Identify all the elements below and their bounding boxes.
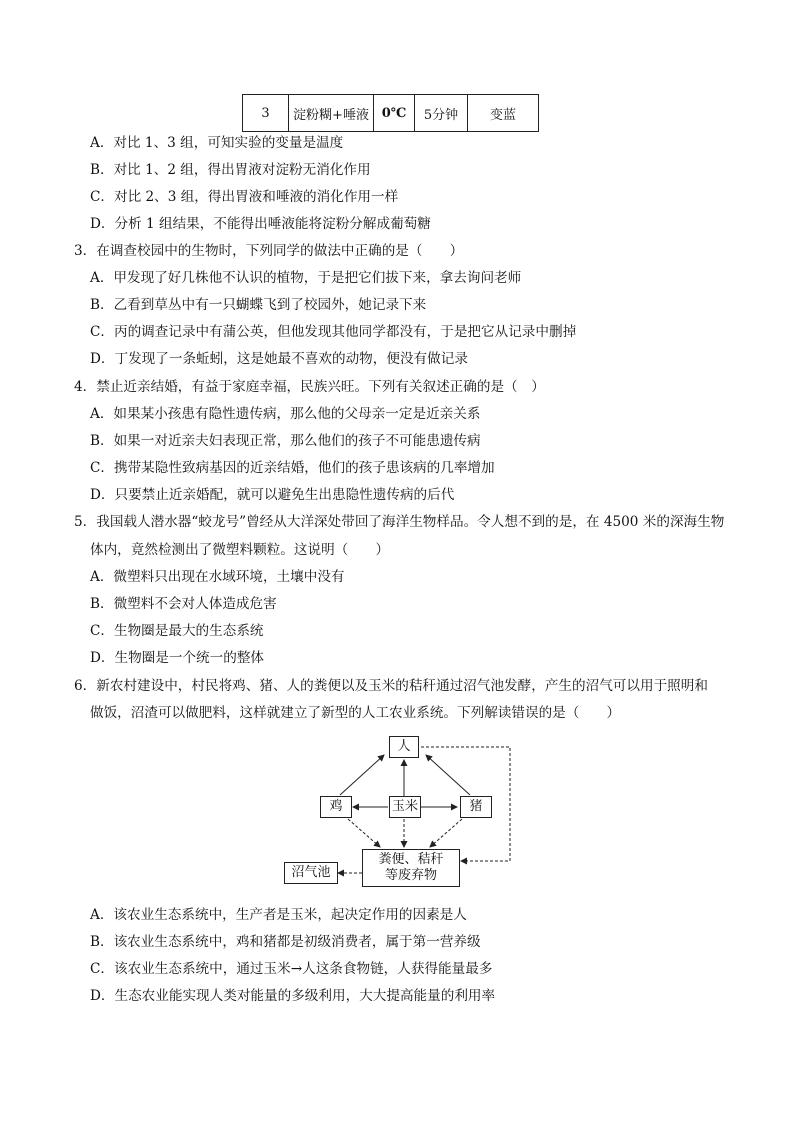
arrow-pig-to-human: [426, 755, 470, 795]
q3-option-b: B．乙看到草丛中有一只蝴蝶飞到了校园外，她记录下来: [90, 297, 427, 313]
q4-stem: 4．禁止近亲结婚，有益于家庭幸福，民族兴旺。下列有关叙述正确的是（ ）: [74, 379, 545, 395]
q3-option-a: A．甲发现了好几株他不认识的植物，于是把它们拔下来，拿去询问老师: [90, 270, 522, 286]
q6-option-d: D．生态农业能实现人类对能量的多级利用，大大提高能量的利用率: [90, 988, 496, 1004]
time-cell: 5分钟: [415, 95, 468, 132]
q5-option-d: D．生物圈是一个统一的整体: [90, 650, 265, 666]
q5-option-b: B．微塑料不会对人体造成危害: [90, 596, 277, 612]
q6-option-b: B．该农业生态系统中，鸡和猪都是初级消费者，属于第一营养级: [90, 934, 481, 950]
q6-stem-line2: 做饭，沼渣可以做肥料，这样就建立了新型的人工农业系统。下列解读错误的是（ ）: [90, 705, 621, 721]
node-pig: 猪: [460, 796, 492, 818]
q5-option-a: A．微塑料只出现在水域环境，土壤中没有: [90, 569, 345, 585]
temperature-cell: 0℃: [374, 95, 415, 132]
group-number-cell: 3: [243, 95, 289, 132]
q4-option-b: B．如果一对近亲夫妇表现正常，那么他们的孩子不可能患遗传病: [90, 433, 481, 449]
node-waste: 粪便、秸秆等废弃物: [362, 849, 460, 887]
agriculture-diagram: [270, 735, 530, 890]
result-cell: 变蓝: [468, 95, 539, 132]
q5-option-c: C．生物圈是最大的生态系统: [90, 623, 264, 639]
q4-option-a: A．如果某小孩患有隐性遗传病，那么他的父母亲一定是近亲关系: [90, 406, 481, 422]
q5-stem-line1: 5．我国载人潜水器“蛟龙号”曾经从大洋深处带回了海洋生物样品。令人想不到的是，在 4500 米的深海生物: [74, 514, 725, 530]
q4-option-d: D．只要禁止近亲婚配，就可以避免生出患隐性遗传病的后代: [90, 487, 455, 503]
experiment-table: [242, 94, 539, 132]
q2-option-d: D．分析 1 组结果，不能得出唾液能将淀粉分解成葡萄糖: [90, 216, 431, 232]
q2-option-a: A．对比 1、3 组，可知实验的变量是温度: [90, 135, 344, 151]
q2-option-b: B．对比 1、2 组，得出胃液对淀粉无消化作用: [90, 162, 371, 178]
table-row: [243, 95, 539, 132]
q4-option-c: C．携带某隐性致病基因的近亲结婚，他们的孩子患该病的几率增加: [90, 460, 495, 476]
node-chicken: 鸡: [320, 796, 352, 818]
q6-option-c: C．该农业生态系统中，通过玉米→人这条食物链，人获得能量最多: [90, 961, 493, 977]
node-human: 人: [389, 736, 419, 758]
arrow-chicken-to-waste: [348, 819, 380, 847]
arrow-chicken-to-human: [340, 755, 384, 795]
q3-option-d: D．丁发现了一条蚯蚓，这是她最不喜欢的动物，便没有做记录: [90, 351, 468, 367]
node-corn: 玉米: [389, 796, 421, 818]
q6-stem-line1: 6．新农村建设中，村民将鸡、猪、人的粪便以及玉米的秸秆通过沼气池发酵，产生的沼气可以用于照明和: [74, 678, 708, 694]
q6-option-a: A．该农业生态系统中，生产者是玉米，起决定作用的因素是人: [90, 907, 467, 923]
q2-option-c: C．对比 2、3 组，得出胃液和唾液的消化作用一样: [90, 189, 399, 205]
arrow-pig-to-waste: [430, 819, 462, 847]
q3-stem: 3．在调查校园中的生物时，下列同学的做法中正确的是（ ）: [74, 243, 464, 259]
q3-option-c: C．丙的调查记录中有蒲公英，但他发现其他同学都没有，于是把它从记录中删掉: [90, 324, 577, 340]
material-cell: 淀粉糊+唾液: [289, 95, 374, 132]
q5-stem-line2: 体内，竟然检测出了微塑料颗粒。这说明（ ）: [90, 542, 390, 558]
node-biogas: 沼气池: [284, 862, 338, 884]
